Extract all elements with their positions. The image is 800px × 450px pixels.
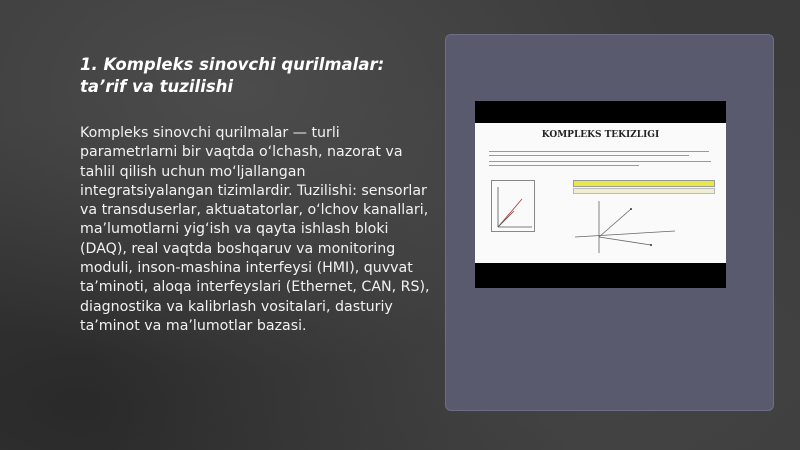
image-panel	[445, 34, 774, 411]
axis-diagram-icon	[571, 197, 681, 257]
slide-title: 1. Kompleks sinovchi qurilmalar: ta’rif va tuzilishi	[80, 55, 385, 96]
thumbnail-diagram-box	[491, 180, 535, 232]
thumbnail-text-line	[489, 161, 711, 162]
thumbnail-text-line	[489, 151, 709, 152]
thumbnail-highlight-bar	[573, 180, 715, 187]
thumbnail-content	[475, 123, 726, 263]
thumbnail-heading: KOMPLEKS TEKIZLIGI	[541, 130, 660, 140]
thumbnail-formula-bar	[573, 188, 715, 194]
slide-body-text: Kompleks sinovchi qurilmalar — turli parametrlarni bir vaqtda o‘lchash, nazorat va tahlil qilish uchun mo‘ljallangan integratsiyalangan tizimlardir. Tuzilishi: sensorlar va transduserlar, aktuatatorlar, o‘lchov kanallari, ma’lumotlarni yig‘ish va qayta ishlash bloki (DAQ), real vaqtda boshqaruv va monitoring moduli, inson-mashina interfeysi (HMI), quvvat ta’minoti, aloqa interfeyslari (Ethernet, CAN, RS), diagnostika va kalibrlash vositalari, dasturiy ta’minot va ma’lumotlar bazasi.	[80, 125, 430, 334]
thumbnail-text-line	[489, 165, 639, 166]
thumbnail-text-line	[489, 155, 689, 156]
vector-diagram-icon	[492, 181, 536, 233]
slide-thumbnail[interactable]	[475, 101, 726, 288]
